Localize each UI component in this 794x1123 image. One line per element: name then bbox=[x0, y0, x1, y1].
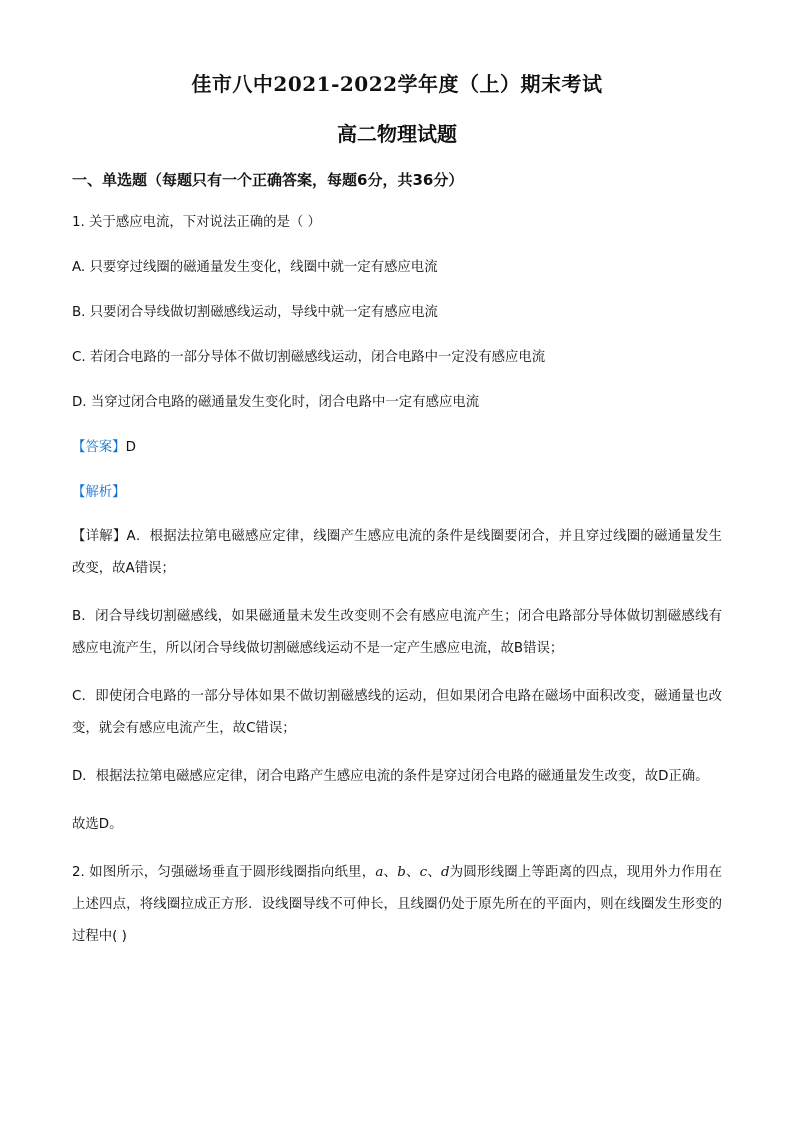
conclusion-line: 故选D。 bbox=[72, 817, 123, 832]
answer-value: D bbox=[125, 440, 136, 455]
separator: 、 bbox=[427, 865, 441, 880]
separator: 、 bbox=[383, 865, 398, 880]
question-1-stem: 1. 关于感应电流，下对说法正确的是（ ） bbox=[72, 215, 321, 230]
separator: 、 bbox=[405, 865, 420, 880]
exam-subtitle: 高二物理试题 bbox=[337, 122, 457, 146]
point-d-label: d bbox=[440, 865, 450, 880]
question-2-text-start: 2. 如图所示，匀强磁场垂直于圆形线圈指向纸里， bbox=[72, 865, 376, 880]
answer-line bbox=[72, 438, 722, 458]
question-1-option-b: B. 只要闭合导线做切割磁感线运动，导线中就一定有感应电流 bbox=[72, 305, 438, 320]
question-1-option-a: A. 只要穿过线圈的磁通量发生变化，线圈中就一定有感应电流 bbox=[72, 260, 438, 275]
question-1-option-d: D. 当穿过闭合电路的磁通量发生变化时，闭合电路中一定有感应电流 bbox=[72, 395, 480, 410]
detail-tag: 【详解】 bbox=[72, 529, 127, 544]
exam-title: 佳市八中2021-2022学年度（上）期末考试 bbox=[191, 72, 603, 96]
answer-tag: 【答案】 bbox=[72, 440, 126, 455]
detail-text-a: A．根据法拉第电磁感应定律，线圈产生感应电流的条件是线圈要闭合，并且穿过线圈的磁通量发生改变，故A错误； bbox=[72, 529, 722, 576]
analysis-tag: 【解析】 bbox=[72, 485, 126, 500]
point-b-label: b bbox=[397, 865, 406, 880]
point-a-label: a bbox=[375, 865, 384, 880]
detail-paragraph-a bbox=[72, 521, 722, 585]
question-2-stem bbox=[72, 857, 722, 953]
detail-paragraph-b: B．闭合导线切割磁感线，如果磁通量未发生改变则不会有感应电流产生；闭合电路部分导体做切割磁感线有感应电流产生，所以闭合导线做切割磁感线运动不是一定产生感应电流，故B错误； bbox=[72, 609, 722, 656]
analysis-line bbox=[72, 483, 722, 503]
question-1-option-c: C. 若闭合电路的一部分导体不做切割磁感线运动，闭合电路中一定没有感应电流 bbox=[72, 350, 546, 365]
section-heading: 一、单选题（每题只有一个正确答案，每题6分，共36分） bbox=[72, 171, 464, 189]
question-2-text-end: 为圆形线圈上等距离的四点，现用外力作用在上述四点，将线圈拉成正方形．设线圈导线不可伸长，且线圈仍处于原先所在的平面内，则在线圈发生形变的过程中( ) bbox=[72, 865, 723, 944]
detail-paragraph-c: C．即使闭合电路的一部分导体如果不做切割磁感线的运动，但如果闭合电路在磁场中面积改变，磁通量也改变，就会有感应电流产生，故C错误； bbox=[72, 689, 722, 736]
detail-paragraph-d: D．根据法拉第电磁感应定律，闭合电路产生感应电流的条件是穿过闭合电路的磁通量发生改变，故D正确。 bbox=[72, 769, 709, 784]
point-c-label: c bbox=[419, 865, 428, 880]
